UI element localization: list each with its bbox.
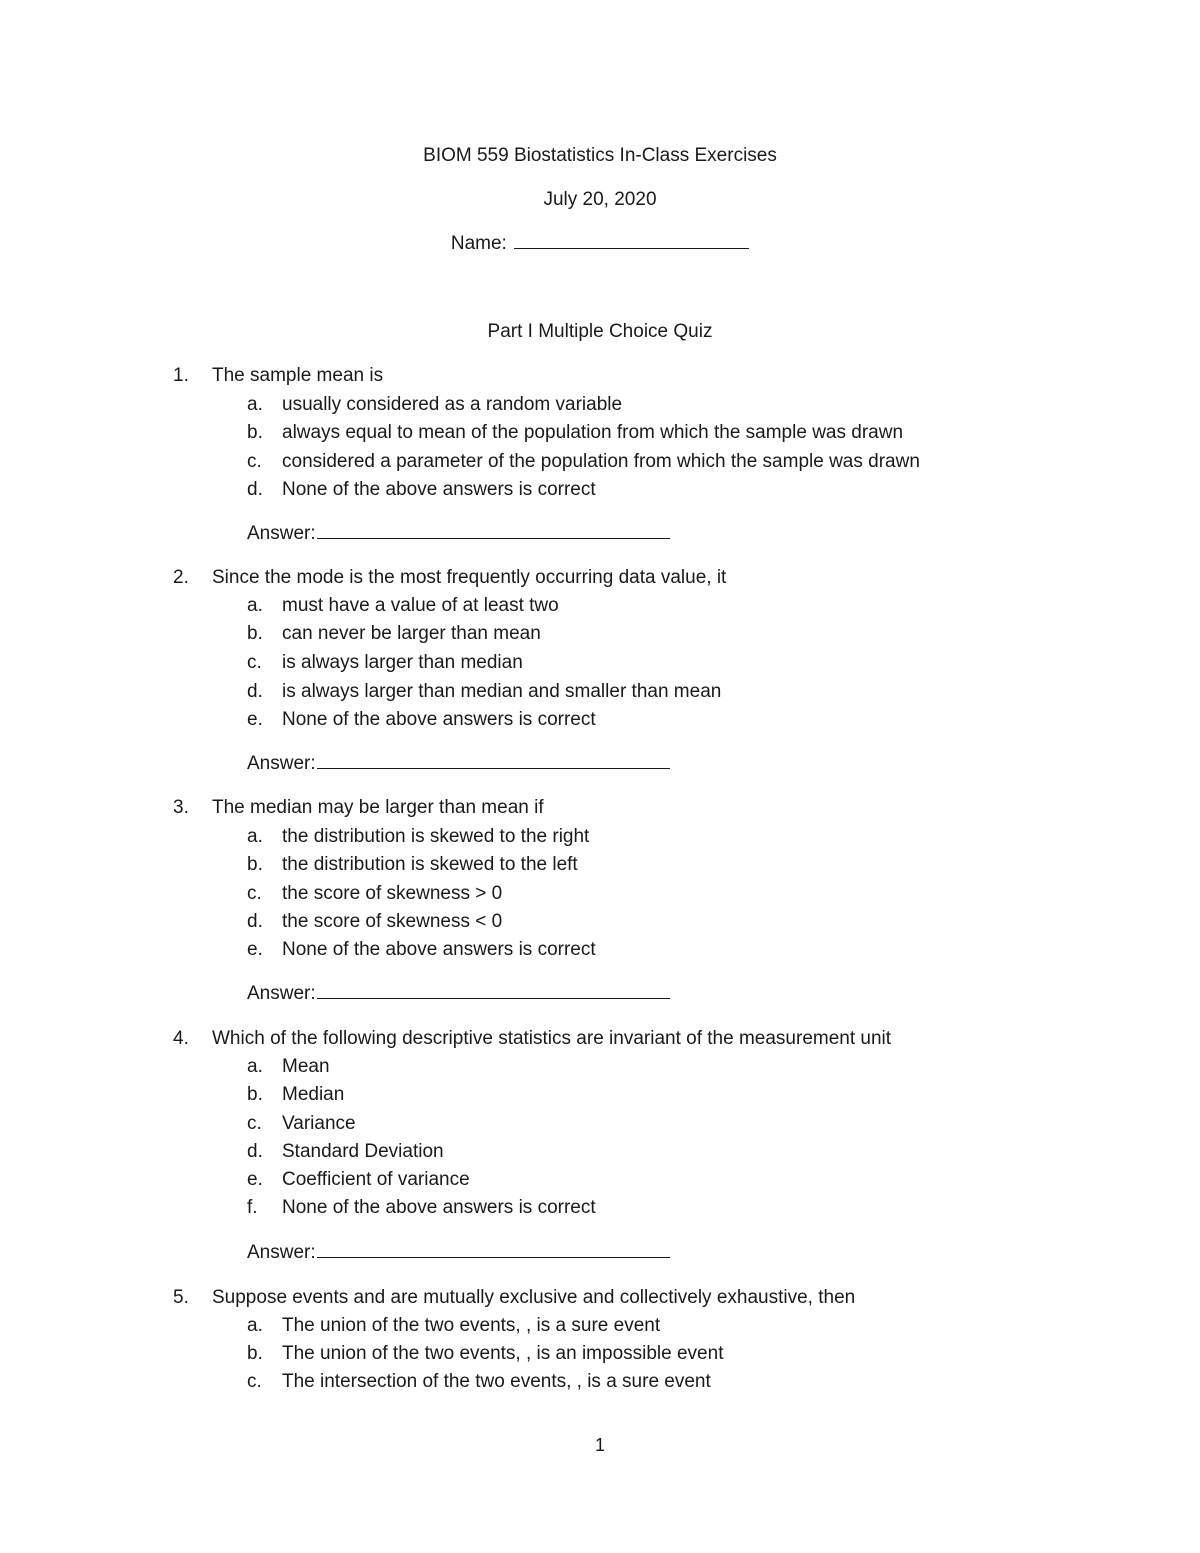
option-text: Median <box>282 1084 345 1105</box>
question-text: The median may be larger than mean if <box>212 797 544 818</box>
question-number: 2. <box>173 567 189 588</box>
option <box>0 939 1200 965</box>
answer-line <box>247 983 670 1005</box>
option-letter: c. <box>247 883 262 904</box>
option-text: the score of skewness > 0 <box>282 883 503 904</box>
option <box>0 1113 1200 1139</box>
option-letter: b. <box>247 854 263 875</box>
option <box>0 422 1200 448</box>
option <box>0 1141 1200 1167</box>
question-text: Since the mode is the most frequently occurring data value, it <box>212 567 727 588</box>
option-letter: c. <box>247 451 262 472</box>
option-letter: e. <box>247 709 263 730</box>
option-letter: c. <box>247 1113 262 1134</box>
question-number: 1. <box>173 365 189 386</box>
option-text: None of the above answers is correct <box>282 1197 596 1218</box>
option <box>0 911 1200 937</box>
option-letter: e. <box>247 1169 263 1190</box>
option-letter: d. <box>247 911 263 932</box>
option-letter: b. <box>247 623 263 644</box>
option-text: The union of the two events, , is an impossible event <box>282 1343 724 1364</box>
answer-blank[interactable] <box>317 997 670 999</box>
option <box>0 479 1200 505</box>
option-letter: c. <box>247 1371 262 1392</box>
answer-label: Answer: <box>247 523 316 544</box>
option-letter: a. <box>247 1056 263 1077</box>
option <box>0 623 1200 649</box>
option-letter: c. <box>247 652 262 673</box>
option <box>0 1169 1200 1195</box>
option-text: is always larger than median and smaller than mean <box>282 681 722 702</box>
question-number: 3. <box>173 797 189 818</box>
document-title: BIOM 559 Biostatistics In-Class Exercises <box>423 145 777 166</box>
option-text: Variance <box>282 1113 356 1134</box>
option-text: None of the above answers is correct <box>282 939 596 960</box>
option <box>0 451 1200 477</box>
option <box>0 1315 1200 1341</box>
option <box>0 1343 1200 1369</box>
option-letter: a. <box>247 1315 263 1336</box>
option-text: always equal to mean of the population from which the sample was drawn <box>282 422 904 443</box>
answer-blank[interactable] <box>317 537 670 539</box>
option-letter: b. <box>247 1084 263 1105</box>
part-title: Part I Multiple Choice Quiz <box>487 321 713 342</box>
option <box>0 1371 1200 1397</box>
question-number: 5. <box>173 1287 189 1308</box>
option <box>0 854 1200 880</box>
option <box>0 1084 1200 1110</box>
question-number: 4. <box>173 1028 189 1049</box>
option-text: The intersection of the two events, , is a sure event <box>282 1371 711 1392</box>
answer-line <box>247 1242 670 1264</box>
option-letter: f. <box>247 1197 258 1218</box>
option-text: Standard Deviation <box>282 1141 444 1162</box>
option <box>0 652 1200 678</box>
answer-label: Answer: <box>247 1242 316 1263</box>
option-text: the score of skewness < 0 <box>282 911 503 932</box>
option-letter: d. <box>247 681 263 702</box>
option-text: usually considered as a random variable <box>282 394 623 415</box>
document-date: July 20, 2020 <box>543 189 657 210</box>
option-text: Coefficient of variance <box>282 1169 470 1190</box>
answer-blank[interactable] <box>317 1256 670 1258</box>
option <box>0 826 1200 852</box>
answer-line <box>247 753 670 775</box>
name-line <box>0 233 1200 255</box>
answer-label: Answer: <box>247 753 316 774</box>
name-label: Name: <box>450 233 507 254</box>
question-text: Which of the following descriptive statistics are invariant of the measurement unit <box>212 1028 892 1049</box>
option-text: None of the above answers is correct <box>282 479 596 500</box>
answer-line <box>247 523 670 545</box>
option-letter: d. <box>247 1141 263 1162</box>
question-text: Suppose events and are mutually exclusive and collectively exhaustive, then <box>212 1287 856 1308</box>
option-text: The union of the two events, , is a sure event <box>282 1315 661 1336</box>
option <box>0 394 1200 420</box>
answer-label: Answer: <box>247 983 316 1004</box>
option-text: the distribution is skewed to the left <box>282 854 578 875</box>
option <box>0 709 1200 735</box>
option <box>0 681 1200 707</box>
option-letter: a. <box>247 595 263 616</box>
option-text: can never be larger than mean <box>282 623 541 644</box>
answer-blank[interactable] <box>317 767 670 769</box>
option-text: the distribution is skewed to the right <box>282 826 590 847</box>
option-letter: b. <box>247 1343 263 1364</box>
option-letter: a. <box>247 826 263 847</box>
option-letter: d. <box>247 479 263 500</box>
option-text: considered a parameter of the population from which the sample was drawn <box>282 451 920 472</box>
option-letter: e. <box>247 939 263 960</box>
option-text: Mean <box>282 1056 330 1077</box>
option-letter: b. <box>247 422 263 443</box>
option-text: must have a value of at least two <box>282 595 559 616</box>
question-text: The sample mean is <box>212 365 384 386</box>
option <box>0 595 1200 621</box>
option-text: is always larger than median <box>282 652 523 673</box>
option-letter: a. <box>247 394 263 415</box>
name-blank[interactable] <box>514 247 749 249</box>
option <box>0 1197 1200 1223</box>
option <box>0 883 1200 909</box>
page-number: 1 <box>594 1435 605 1455</box>
option-text: None of the above answers is correct <box>282 709 596 730</box>
option <box>0 1056 1200 1082</box>
